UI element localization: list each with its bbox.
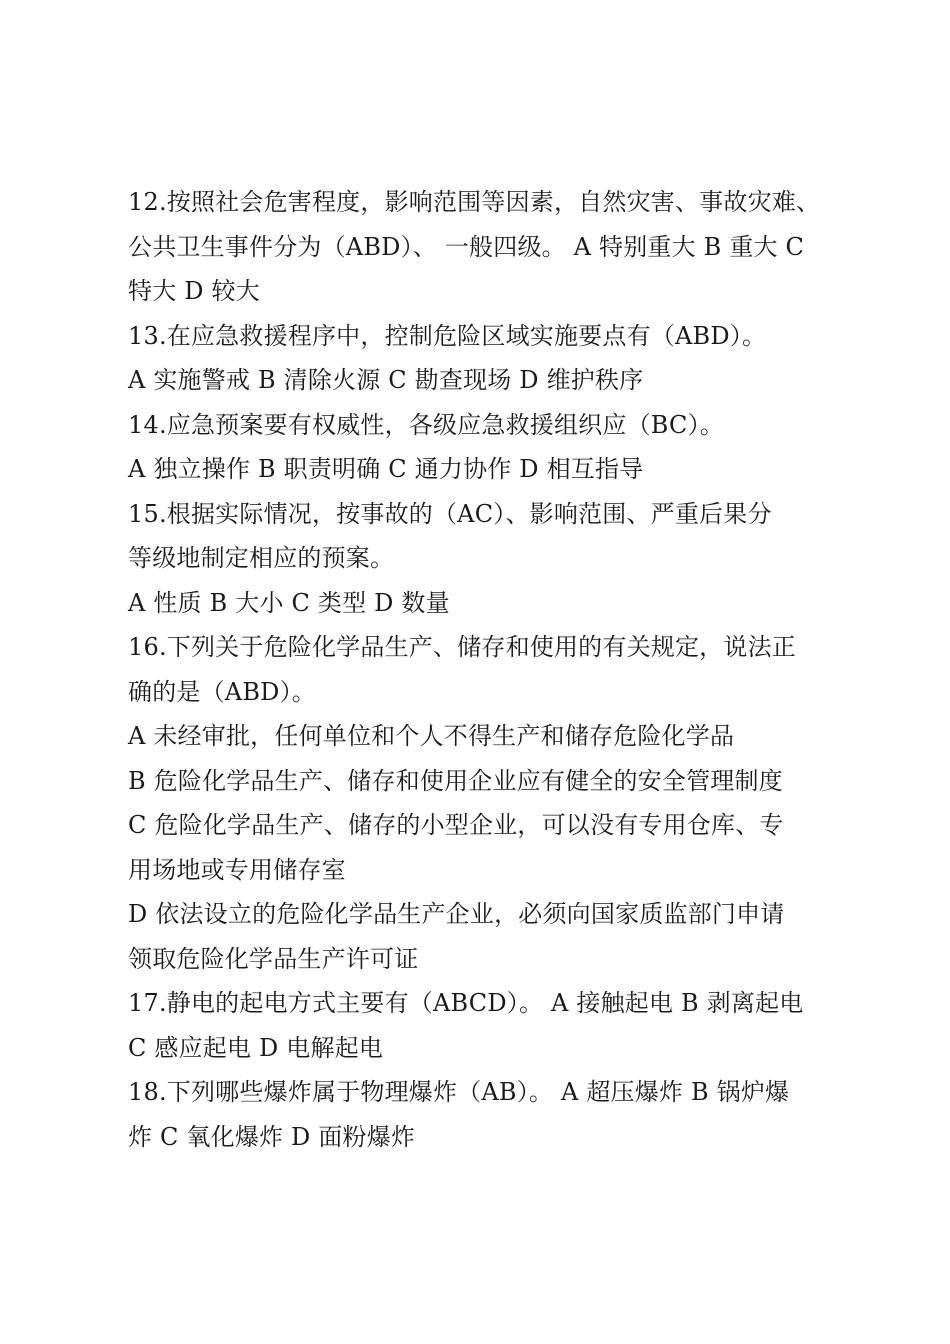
question-16-option-d-line-1: D 依法设立的危险化学品生产企业，必须向国家质监部门申请 [128, 900, 785, 928]
question-13-options: A 实施警戒 B 清除火源 C 勘查现场 D 维护秩序 [128, 366, 644, 394]
question-15-options: A 性质 B 大小 C 类型 D 数量 [128, 588, 450, 617]
question-18-line-1: 18.下列哪些爆炸属于物理爆炸（AB）。 A 超压爆炸 B 锅炉爆 [128, 1078, 790, 1106]
question-15-line-2: 等级地制定相应的预案。 [128, 544, 395, 572]
document-page [128, 180, 848, 1159]
question-16-option-b: B 危险化学品生产、储存和使用企业应有健全的安全管理制度 [128, 766, 783, 795]
question-16-line-1: 16.下列关于危险化学品生产、储存和使用的有关规定，说法正 [128, 633, 796, 661]
question-16-option-d-line-2: 领取危险化学品生产许可证 [128, 944, 419, 973]
question-12-line-3: 特大 D 较大 [128, 277, 260, 305]
question-14-line-1: 14.应急预案要有权威性，各级应急救援组织应（BC）。 [128, 410, 725, 439]
question-16-line-2: 确的是（ABD）。 [128, 677, 317, 706]
question-18-line-2: 炸 C 氧化爆炸 D 面粉爆炸 [128, 1122, 416, 1151]
question-14-options: A 独立操作 B 职责明确 C 通力协作 D 相互指导 [128, 455, 644, 483]
question-16-option-a: A 未经审批，任何单位和个人不得生产和储存危险化学品 [128, 722, 735, 750]
question-16-option-c-line-2: 用场地或专用储存室 [128, 855, 346, 884]
question-12-line-2: 公共卫生事件分为（ABD）、 一般四级。 A 特别重大 B 重大 C [128, 232, 805, 261]
question-15-line-1: 15.根据实际情况，按事故的（AC）、影响范围、严重后果分 [128, 499, 772, 528]
question-13-line-1: 13.在应急救援程序中，控制危险区域实施要点有（ABD）。 [128, 321, 767, 350]
question-17-line-1: 17.静电的起电方式主要有（ABCD）。 A 接触起电 B 剥离起电 [128, 989, 804, 1017]
question-12-line-1: 12.按照社会危害程度，影响范围等因素，自然灾害、事故灾难、 [128, 188, 821, 216]
question-17-line-2: C 感应起电 D 电解起电 [128, 1033, 384, 1062]
question-16-option-c-line-1: C 危险化学品生产、储存的小型企业，可以没有专用仓库、专 [128, 811, 784, 839]
